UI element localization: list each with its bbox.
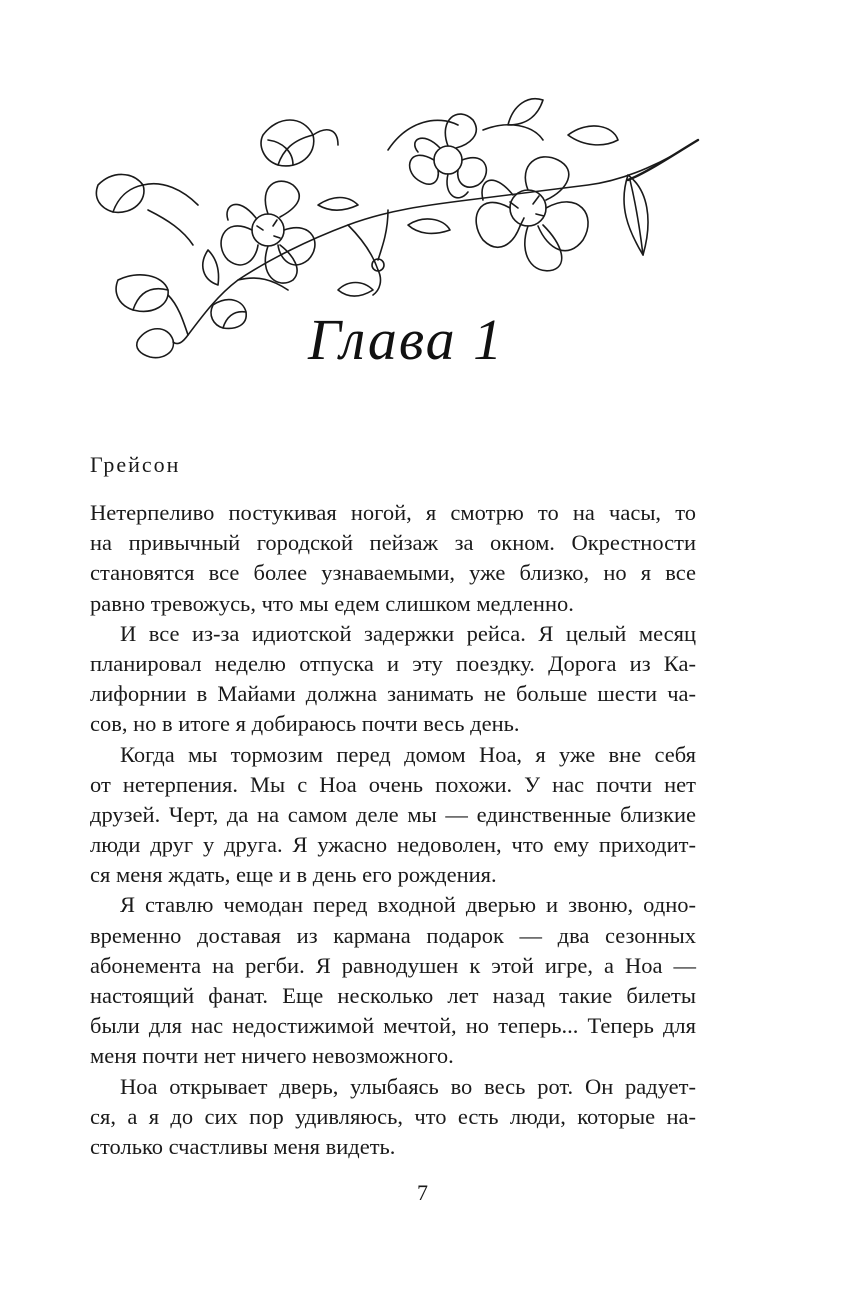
text-line: абонемента на регби. Я равнодушен к этой игре, а Ноа — — [90, 952, 696, 978]
text-line: становятся все более узнаваемыми, уже близко, но я все — [90, 560, 696, 586]
text-line: на привычный городской пейзаж за окном. Окрестности — [90, 530, 696, 556]
text-line: меня почти нет ничего невозможного. — [90, 1043, 454, 1069]
text-line: Ноа открывает дверь, улыбаясь во весь рот. Он радует- — [120, 1073, 696, 1099]
text-line: были для нас недостижимой мечтой, но теперь... Теперь для — [90, 1013, 696, 1039]
text-line: временно доставая из кармана подарок — два сезонных — [90, 922, 696, 948]
text-line: ся, а я до сих пор удивляюсь, что есть люди, которые на- — [90, 1103, 696, 1129]
text-line: столько счастливы меня видеть. — [90, 1133, 396, 1159]
text-line: И все из-за идиотской задержки рейса. Я целый месяц — [120, 620, 696, 646]
text-line: ся меня ждать, еще и в день его рождения. — [90, 862, 497, 888]
text-line: равно тревожусь, что мы едем слишком медленно. — [90, 590, 574, 616]
text-line: Когда мы тормозим перед домом Ноа, я уже вне себя — [120, 741, 696, 767]
pov-heading: Грейсон — [90, 452, 181, 477]
text-line: друзей. Черт, да на самом деле мы — единственные близкие — [90, 801, 696, 827]
text-line: Я ставлю чемодан перед входной дверью и звоню, одно- — [120, 892, 696, 918]
body-text — [90, 498, 696, 1162]
text-line: лифорнии в Майами должна занимать не больше шести ча- — [90, 681, 696, 707]
text-line: планировал неделю отпуска и эту поездку. Дорога из Ка- — [90, 650, 696, 676]
text-line: сов, но в итоге я добираюсь почти весь день. — [90, 711, 520, 737]
text-line: от нетерпения. Мы с Ноа очень похожи. У нас почти нет — [90, 771, 696, 797]
text-line: Нетерпеливо постукивая ногой, я смотрю то на часы, то — [90, 500, 696, 525]
page-number: 7 — [417, 1180, 428, 1205]
chapter-title: Глава 1 — [300, 300, 512, 380]
text-line: настоящий фанат. Еще несколько лет назад такие билеты — [90, 983, 696, 1008]
text-line: люди друг у друга. Я ужасно недоволен, что ему приходит- — [90, 832, 696, 858]
